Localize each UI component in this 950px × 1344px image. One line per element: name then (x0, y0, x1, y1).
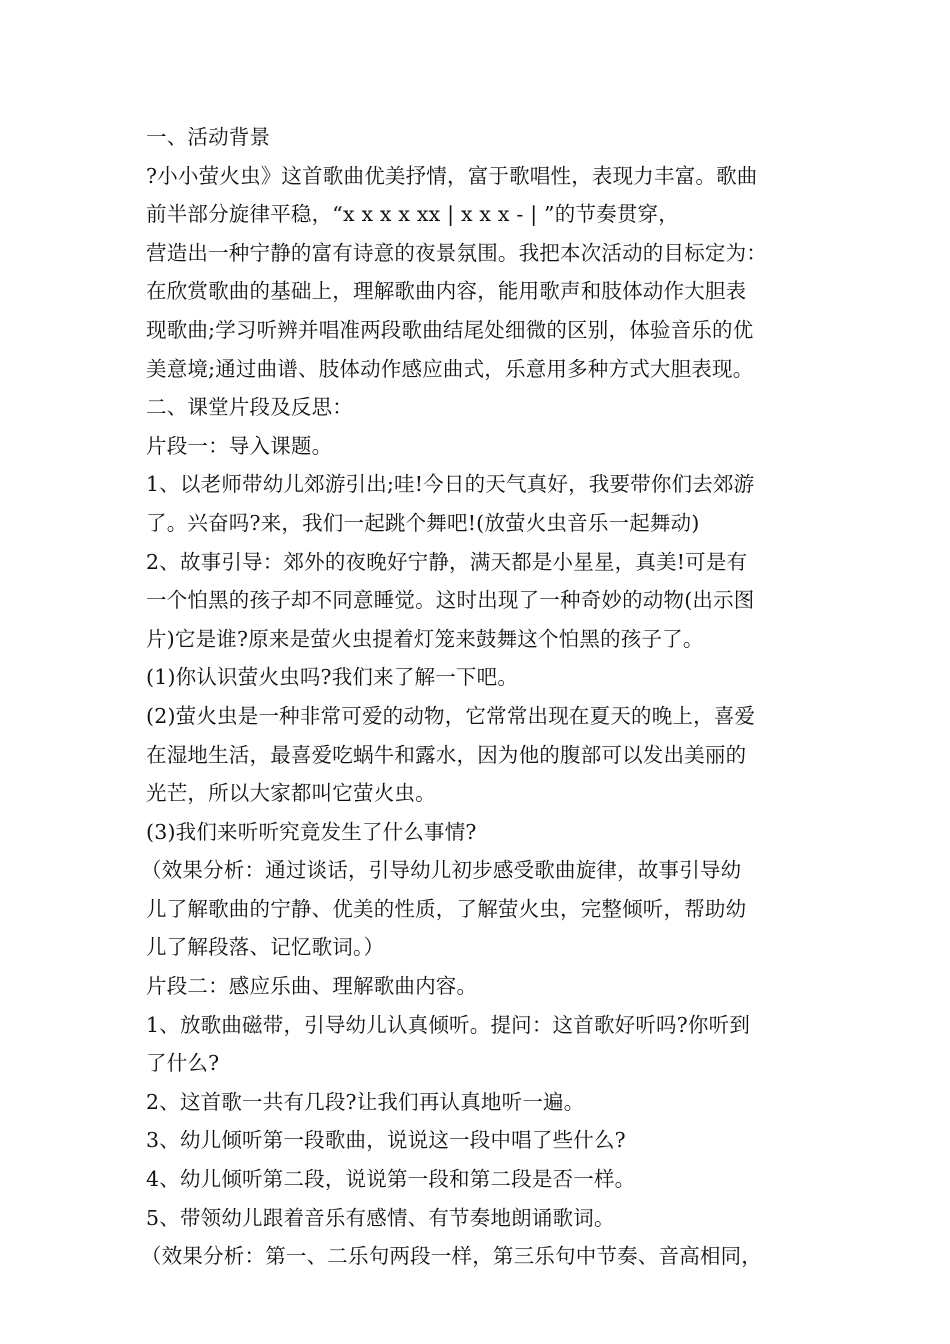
analysis-line: 儿了解歌曲的宁静、优美的性质，了解萤火虫，完整倾听，帮助幼 (146, 896, 747, 921)
paragraph-line: 4、幼儿倾听第二段，说说第一段和第二段是否一样。 (146, 1167, 636, 1192)
paragraph-line: 1、放歌曲磁带，引导幼儿认真倾听。提问：这首歌好听吗?你听到 (146, 1012, 751, 1037)
segment-heading-1: 片段一：导入课题。 (146, 433, 333, 458)
paragraph-line: 在湿地生活，最喜爱吃蜗牛和露水，因为他的腹部可以发出美丽的 (146, 742, 747, 767)
paragraph-line: 营造出一种宁静的富有诗意的夜景氛围。我把本次活动的目标定为： (146, 240, 767, 265)
paragraph-line: 现歌曲;学习听辨并唱准两段歌曲结尾处细微的区别，体验音乐的优 (146, 317, 754, 342)
paragraph-line: (2)萤火虫是一种非常可爱的动物，它常常出现在夏天的晚上，喜爱 (146, 703, 756, 728)
analysis-line: 儿了解段落、记忆歌词。） (146, 935, 385, 960)
paragraph-line: 3、幼儿倾听第一段歌曲，说说这一段中唱了些什么? (146, 1128, 626, 1153)
paragraph-line: 2、这首歌一共有几段?让我们再认真地听一遍。 (146, 1089, 585, 1114)
segment-heading-2: 片段二：感应乐曲、理解歌曲内容。 (146, 974, 478, 999)
paragraph-line: ?小小萤火虫》这首歌曲优美抒情，富于歌唱性，表现力丰富。歌曲 (146, 163, 758, 188)
section-heading-classroom: 二、课堂片段及反思： (146, 395, 353, 420)
paragraph-line: 光芒，所以大家都叫它萤火虫。 (146, 781, 436, 806)
paragraph-line: 一个怕黑的孩子却不同意睡觉。这时出现了一种奇妙的动物(出示图 (146, 588, 755, 613)
paragraph-line: 美意境;通过曲谱、肢体动作感应曲式，乐意用多种方式大胆表现。 (146, 356, 754, 381)
paragraph-line: 了。兴奋吗?来，我们一起跳个舞吧!(放萤火虫音乐一起舞动) (146, 510, 700, 535)
document-body (141, 118, 836, 1276)
paragraph-line: 1、以老师带幼儿郊游引出;哇!今日的天气真好，我要带你们去郊游 (146, 472, 755, 497)
paragraph-line: 在欣赏歌曲的基础上，理解歌曲内容，能用歌声和肢体动作大胆表 (146, 279, 747, 304)
paragraph-line: 前半部分旋律平稳，“x x x x xx | x x x - | ”的节奏贯穿， (146, 202, 679, 227)
paragraph-line: 了什么? (146, 1051, 220, 1076)
paragraph-line: 片)它是谁?原来是萤火虫提着灯笼来鼓舞这个怕黑的孩子了。 (146, 626, 704, 651)
paragraph-line: (3)我们来听听究竟发生了什么事情? (146, 819, 477, 844)
paragraph-line: (1)你认识萤火虫吗?我们来了解一下吧。 (146, 665, 519, 690)
analysis-line: （效果分析：通过谈话，引导幼儿初步感受歌曲旋律，故事引导幼 (141, 858, 742, 883)
analysis-line: （效果分析：第一、二乐句两段一样，第三乐句中节奏、音高相同， (141, 1244, 762, 1269)
paragraph-line: 5、带领幼儿跟着音乐有感情、有节奏地朗诵歌词。 (146, 1205, 615, 1230)
paragraph-line: 2、故事引导：郊外的夜晚好宁静，满天都是小星星，真美!可是有 (146, 549, 748, 574)
section-heading-background: 一、活动背景 (146, 125, 271, 149)
